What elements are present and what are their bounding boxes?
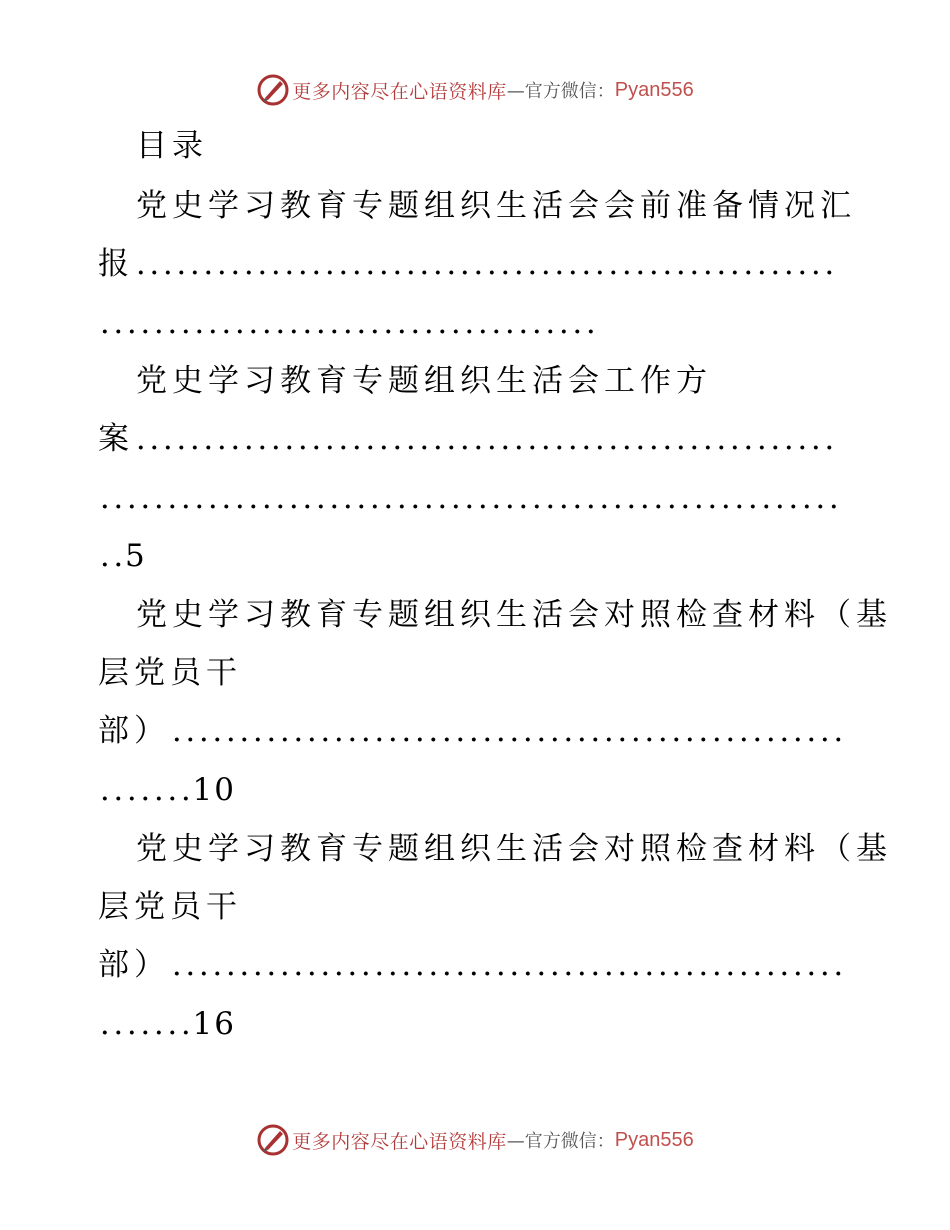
toc-entry-1-leader-row[interactable] (98, 244, 836, 284)
banner-sub-text: —官方微信： (506, 81, 615, 102)
toc-entry-4-title-end: 部） (98, 947, 170, 983)
footer-watermark-banner (0, 1120, 950, 1160)
dot-leader: . . . . . . . . . . . . . . . . . . . . . . . . . . . . . . . . . . . . . . . . . . . . . . . . . . . . (135, 246, 835, 282)
toc-entry-2-page: 5 (125, 538, 147, 574)
toc-entry-3-page: 10 (192, 772, 236, 808)
banner-wechat-id: Pyan556 (614, 1128, 694, 1151)
dot-leader: . . . . . . . . . . . . . . . . . . . . . . . . . . . . . . . . . . . . . (99, 305, 596, 341)
banner-sub-text: —官方微信： (506, 1131, 615, 1152)
toc-entry-3-title[interactable]: 党史学习教育专题组织生活会对照检查材料（基 (136, 597, 892, 633)
toc-entry-2-title[interactable]: 党史学习教育专题组织生活会工作方 (136, 363, 712, 399)
toc-heading: 目录 (136, 128, 208, 164)
toc-entry-4-page: 16 (192, 1006, 236, 1042)
banner-wechat-id: Pyan556 (614, 78, 694, 101)
toc-entry-3-page-row[interactable] (98, 770, 236, 810)
dot-leader: . . . . . . . (99, 772, 191, 808)
pen-logo-icon (256, 1123, 290, 1157)
toc-entry-4-title[interactable]: 党史学习教育专题组织生活会对照检查材料（基 (136, 831, 892, 867)
header-watermark-banner (0, 70, 950, 110)
banner-main-text: 更多内容尽在心语资料库 (292, 80, 507, 103)
dot-leader: . . . . . . . . . . . . . . . . . . . . . . . . . . . . . . . . . . . . . . . . . . . . . . . . . . . . (135, 421, 835, 457)
dot-leader: . . (99, 538, 124, 574)
toc-entry-3-title-end: 部） (98, 713, 170, 749)
toc-entry-2-title-end: 案 (98, 421, 134, 457)
dot-leader: . . . . . . . . . . . . . . . . . . . . . . . . . . . . . . . . . . . . . . . . . . . . . . . . . . (171, 713, 844, 749)
pen-logo-icon (256, 73, 290, 107)
toc-entry-2-page-row[interactable] (98, 536, 147, 576)
toc-entry-2-leader-row[interactable] (98, 419, 836, 459)
toc-entry-1-title[interactable]: 党史学习教育专题组织生活会会前准备情况汇 (136, 188, 856, 224)
toc-entry-1-leader-row-2[interactable] (98, 303, 598, 343)
toc-entry-3-title-cont[interactable]: 层党员干 (98, 655, 242, 691)
dot-leader: . . . . . . . (99, 1006, 191, 1042)
banner-main-text: 更多内容尽在心语资料库 (292, 1130, 507, 1153)
dot-leader: . . . . . . . . . . . . . . . . . . . . . . . . . . . . . . . . . . . . . . . . . . . . . . . . . . . . . . . (99, 480, 839, 516)
toc-entry-4-title-cont[interactable]: 层党员干 (98, 889, 242, 925)
toc-entry-4-leader-row[interactable] (98, 945, 845, 985)
toc-entry-4-page-row[interactable] (98, 1004, 236, 1044)
dot-leader: . . . . . . . . . . . . . . . . . . . . . . . . . . . . . . . . . . . . . . . . . . . . . . . . . . (171, 947, 844, 983)
toc-entry-2-leader-row-2[interactable] (98, 478, 841, 518)
toc-entry-1-title-end: 报 (98, 246, 134, 282)
toc-entry-3-leader-row[interactable] (98, 711, 845, 751)
